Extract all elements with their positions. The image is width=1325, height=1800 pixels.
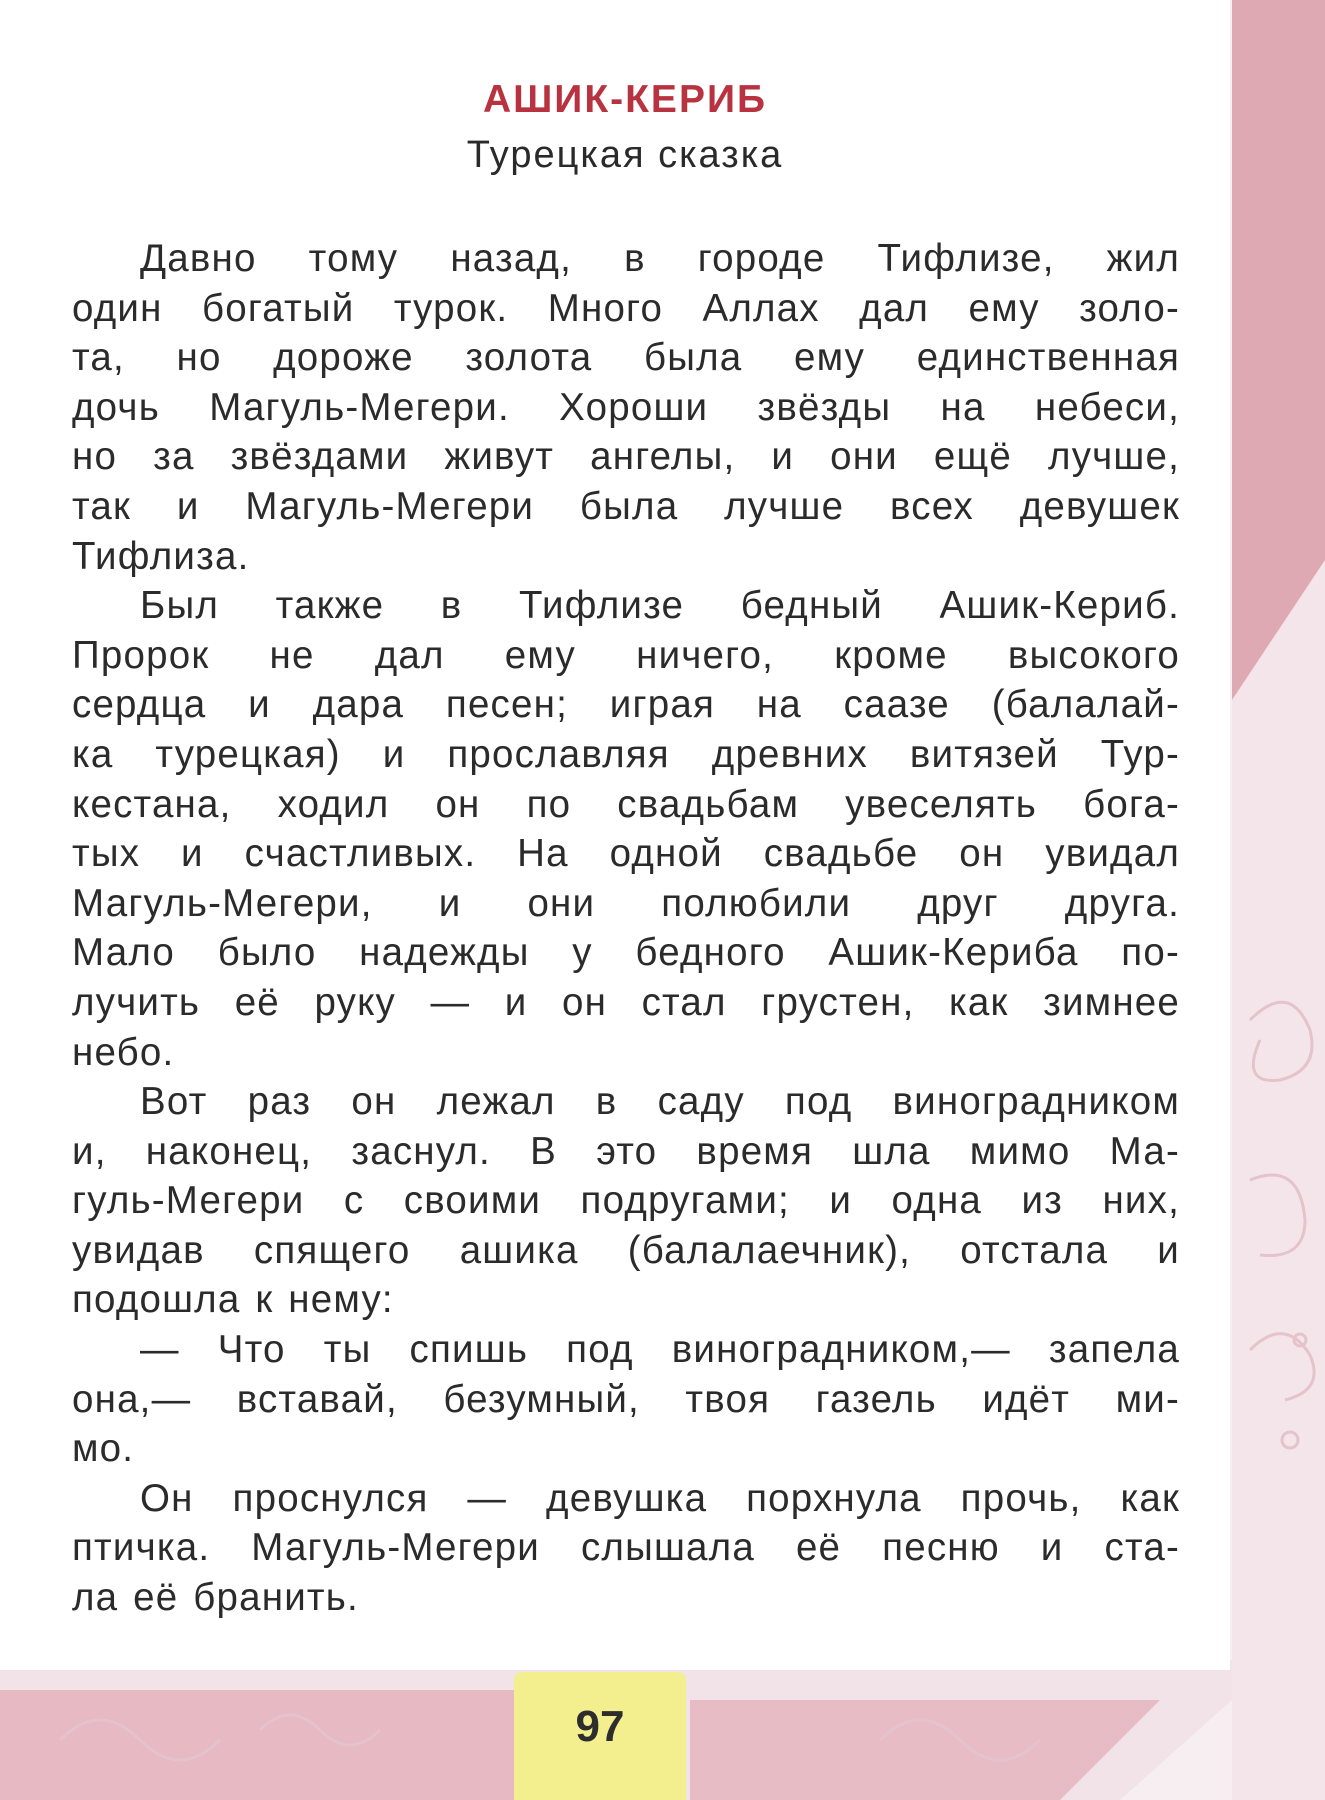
- text-line: птичка. Магуль-Мегери слышала её песню и ста-: [72, 1526, 1180, 1570]
- paragraph: [72, 1325, 1180, 1474]
- text-line: Был также в Тифлизе бедный Ашик-Кериб.: [140, 584, 1180, 628]
- story-body: [72, 234, 1180, 1623]
- text-line: Мало было надежды у бедного Ашик-Кериба по-: [72, 931, 1180, 975]
- story-subtitle: Турецкая сказка: [466, 134, 784, 176]
- text-line: Он проснулся — девушка порхнула прочь, как: [140, 1476, 1180, 1520]
- story-title: АШИК-КЕРИБ: [482, 78, 768, 121]
- text-line: она,— вставай, безумный, твоя газель идёт ми-: [72, 1377, 1180, 1421]
- text-line: и, наконец, заснул. В это время шла мимо Ма-: [72, 1129, 1180, 1173]
- page-number-tab: [514, 1672, 686, 1800]
- text-line: так и Магуль-Мегери была лучше всех девушек: [72, 484, 1180, 528]
- text-line: сердца и дара песен; играя на саазе (балалай-: [72, 683, 1180, 727]
- text-line: мо.: [72, 1427, 135, 1471]
- text-line: Пророк не дал ему ничего, кроме высокого: [72, 633, 1180, 677]
- text-line: — Что ты спишь под виноградником,— запела: [140, 1328, 1180, 1372]
- text-line: тых и счастливых. На одной свадьбе он увидал: [72, 832, 1180, 876]
- paragraph: [72, 234, 1180, 581]
- text-line: та, но дороже золота была ему единственная: [72, 336, 1180, 380]
- text-line: подошла к нему:: [72, 1278, 394, 1322]
- text-line: увидав спящего ашика (балалаечник), отстала и: [72, 1228, 1180, 1272]
- page-number: 97: [575, 1702, 625, 1751]
- text-line: лучить её руку — и он стал грустен, как зимнее: [72, 980, 1180, 1024]
- text-line: Давно тому назад, в городе Тифлизе, жил: [140, 237, 1180, 280]
- text-line: Тифлиза.: [72, 534, 250, 578]
- text-line: небо.: [72, 1030, 175, 1074]
- paragraph: [72, 1077, 1180, 1325]
- paragraph: [72, 1474, 1180, 1623]
- text-line: один богатый турок. Много Аллах дал ему золо-: [72, 286, 1180, 330]
- text-line: но за звёздами живут ангелы, и они ещё лучше,: [72, 435, 1180, 479]
- text-line: гуль-Мегери с своими подругами; и одна из них,: [72, 1179, 1180, 1223]
- text-line: кестана, ходил он по свадьбам увеселять бога-: [72, 782, 1180, 826]
- text-line: дочь Магуль-Мегери. Хороши звёзды на небеси,: [72, 385, 1180, 429]
- paragraph: [72, 581, 1180, 1077]
- text-line: Магуль-Мегери, и они полюбили друг друга.: [72, 881, 1180, 925]
- text-line: ла её бранить.: [72, 1576, 359, 1620]
- text-line: Вот раз он лежал в саду под виноградником: [140, 1080, 1180, 1124]
- text-line: ка турецкая) и прославляя древних витязей Тур-: [72, 732, 1180, 776]
